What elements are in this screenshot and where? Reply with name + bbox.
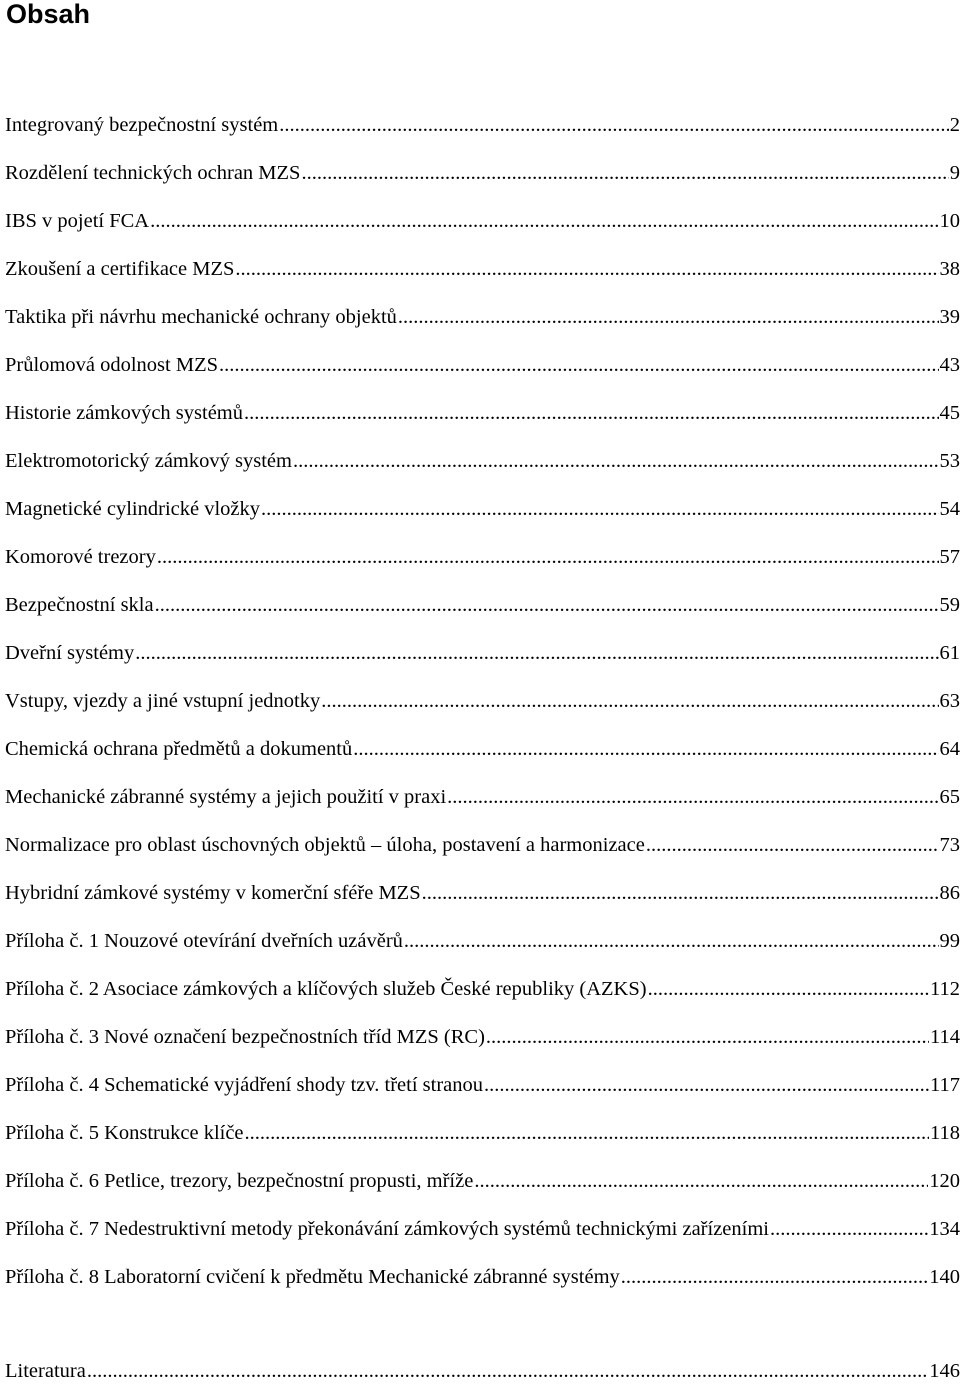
toc-entry[interactable] — [5, 581, 960, 629]
toc-entry-page: 59 — [940, 592, 960, 618]
toc-entry-page: 9 — [950, 160, 960, 186]
toc-leader-dots — [621, 1264, 928, 1290]
toc-entry-page: 140 — [929, 1264, 960, 1290]
toc-entry-title: Bezpečnostní skla — [5, 592, 154, 618]
toc-entry-title: Literatura — [5, 1358, 86, 1384]
toc-leader-dots — [301, 160, 948, 186]
toc-leader-dots — [353, 736, 938, 762]
toc-entry-title: Příloha č. 6 Petlice, trezory, bezpečnostní propusti, mříže — [5, 1168, 473, 1194]
toc-leader-dots — [235, 256, 938, 282]
toc-entry-page: 61 — [940, 640, 960, 666]
toc-entry[interactable] — [5, 821, 960, 869]
toc-entry[interactable] — [5, 917, 960, 965]
toc-leader-dots — [321, 688, 938, 714]
toc-entry-title: Příloha č. 1 Nouzové otevírání dveřních uzávěrů — [5, 928, 403, 954]
toc-entry-title: Dveřní systémy — [5, 640, 134, 666]
page-title: Obsah — [6, 0, 90, 30]
toc-entry-page: 112 — [930, 976, 960, 1002]
toc-entry-page: 65 — [940, 784, 960, 810]
toc-entry[interactable] — [5, 437, 960, 485]
toc-entry-title: Chemická ochrana předmětů a dokumentů — [5, 736, 352, 762]
toc-entry[interactable] — [5, 245, 960, 293]
toc-entry-title: Průlomová odolnost MZS — [5, 352, 218, 378]
toc-leader-dots — [474, 1168, 928, 1194]
toc-entry[interactable] — [5, 1347, 960, 1395]
toc-entry[interactable] — [5, 869, 960, 917]
toc-entry-title: Magnetické cylindrické vložky — [5, 496, 260, 522]
toc-entry[interactable] — [5, 389, 960, 437]
toc-entry[interactable] — [5, 149, 960, 197]
toc-entry-page: 118 — [930, 1120, 960, 1146]
toc-entry-page: 10 — [940, 208, 960, 234]
toc-leader-dots — [484, 1072, 929, 1098]
table-of-contents — [5, 101, 960, 1395]
toc-entry-title: Taktika při návrhu mechanické ochrany objektů — [5, 304, 397, 330]
toc-entry[interactable] — [5, 197, 960, 245]
toc-entry-page: 53 — [940, 448, 960, 474]
toc-leader-dots — [770, 1216, 928, 1242]
toc-entry-page: 2 — [950, 112, 960, 138]
toc-entry-title: Příloha č. 3 Nové označení bezpečnostních tříd MZS (RC) — [5, 1024, 485, 1050]
toc-entry-title: Příloha č. 5 Konstrukce klíče — [5, 1120, 244, 1146]
toc-entry-page: 63 — [940, 688, 960, 714]
toc-entry-page: 146 — [929, 1358, 960, 1384]
toc-entry[interactable] — [5, 341, 960, 389]
toc-entry[interactable] — [5, 773, 960, 821]
toc-leader-dots — [245, 1120, 929, 1146]
toc-leader-dots — [155, 592, 939, 618]
toc-entry-title: Příloha č. 4 Schematické vyjádření shody tzv. třetí stranou — [5, 1072, 483, 1098]
toc-leader-dots — [293, 448, 939, 474]
toc-entry-page: 114 — [930, 1024, 960, 1050]
toc-entry[interactable] — [5, 629, 960, 677]
toc-entry-title: Příloha č. 7 Nedestruktivní metody překonávání zámkových systémů technickými zařízeními — [5, 1216, 769, 1242]
toc-leader-dots — [135, 640, 938, 666]
toc-leader-dots — [157, 544, 939, 570]
toc-entry[interactable] — [5, 101, 960, 149]
toc-entry[interactable] — [5, 677, 960, 725]
toc-entry-page: 43 — [940, 352, 960, 378]
toc-leader-dots — [404, 928, 939, 954]
toc-entry-title: IBS v pojetí FCA — [5, 208, 149, 234]
toc-leader-dots — [261, 496, 938, 522]
toc-entry[interactable] — [5, 293, 960, 341]
toc-entry-page: 38 — [940, 256, 960, 282]
toc-leader-dots — [150, 208, 938, 234]
toc-entry[interactable] — [5, 965, 960, 1013]
toc-leader-dots — [447, 784, 938, 810]
toc-entry-page: 99 — [940, 928, 960, 954]
toc-entry-page: 39 — [940, 304, 960, 330]
toc-entry[interactable] — [5, 533, 960, 581]
toc-entry-page: 64 — [940, 736, 960, 762]
toc-entry[interactable] — [5, 1013, 960, 1061]
toc-entry-title: Příloha č. 2 Asociace zámkových a klíčových služeb České republiky (AZKS) — [5, 976, 647, 1002]
toc-entry-title: Normalizace pro oblast úschovných objektů – úloha, postavení a harmonizace — [5, 832, 645, 858]
toc-leader-dots — [219, 352, 939, 378]
toc-entry-title: Příloha č. 8 Laboratorní cvičení k předmětu Mechanické zábranné systémy — [5, 1264, 620, 1290]
toc-entry-page: 45 — [940, 400, 960, 426]
toc-leader-dots — [422, 880, 939, 906]
toc-entry[interactable] — [5, 725, 960, 773]
toc-leader-dots — [648, 976, 929, 1002]
toc-entry[interactable] — [5, 1253, 960, 1301]
toc-entry[interactable] — [5, 1109, 960, 1157]
toc-entry[interactable] — [5, 1061, 960, 1109]
toc-entry-page: 86 — [940, 880, 960, 906]
toc-entry[interactable] — [5, 485, 960, 533]
toc-entry-title: Hybridní zámkové systémy v komerční sféře MZS — [5, 880, 421, 906]
toc-leader-dots — [486, 1024, 929, 1050]
toc-entry[interactable] — [5, 1205, 960, 1253]
toc-leader-dots — [398, 304, 939, 330]
toc-entry[interactable] — [5, 1157, 960, 1205]
toc-entry-title: Komorové trezory — [5, 544, 156, 570]
toc-entry-title: Vstupy, vjezdy a jiné vstupní jednotky — [5, 688, 320, 714]
toc-entry-title: Historie zámkových systémů — [5, 400, 243, 426]
toc-entry-title: Zkoušení a certifikace MZS — [5, 256, 234, 282]
toc-entry-page: 134 — [929, 1216, 960, 1242]
toc-leader-dots — [87, 1358, 928, 1384]
toc-entry-page: 120 — [929, 1168, 960, 1194]
toc-leader-dots — [646, 832, 939, 858]
toc-entry-title: Mechanické zábranné systémy a jejich použití v praxi — [5, 784, 446, 810]
toc-entry-page: 54 — [940, 496, 960, 522]
toc-leader-dots — [244, 400, 939, 426]
toc-entry-page: 117 — [930, 1072, 960, 1098]
toc-entry-title: Rozdělení technických ochran MZS — [5, 160, 300, 186]
toc-leader-dots — [279, 112, 948, 138]
toc-entry-page: 57 — [940, 544, 960, 570]
toc-entry-page: 73 — [940, 832, 960, 858]
toc-entry-title: Elektromotorický zámkový systém — [5, 448, 292, 474]
toc-entry-title: Integrovaný bezpečnostní systém — [5, 112, 278, 138]
